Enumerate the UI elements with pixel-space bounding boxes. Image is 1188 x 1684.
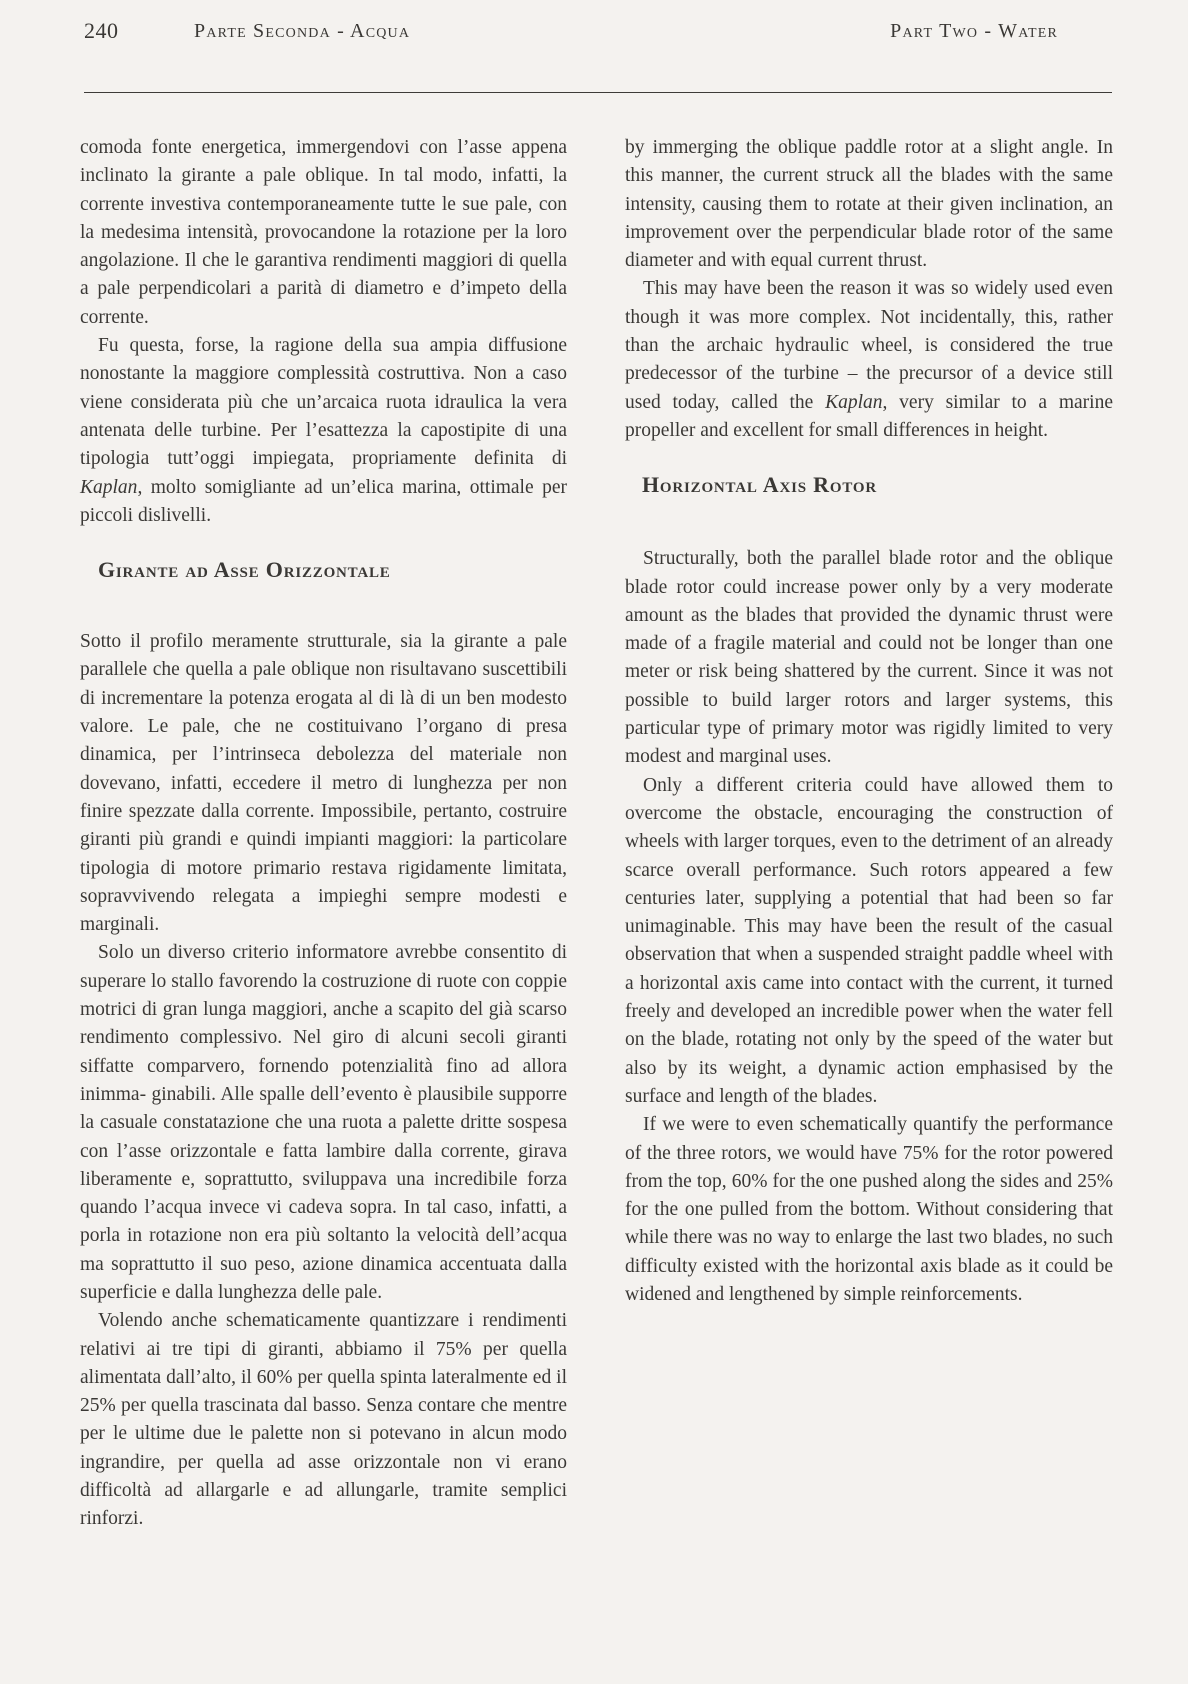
italian-section-heading: Girante ad Asse Orizzontale bbox=[98, 557, 391, 583]
italian-paragraph-4: Solo un diverso criterio informatore avrebbe consentito di superare lo stallo favorendo la costruzione di ruote con coppie motrici di gran lunga maggiori, anche a scapito del già scarso rendimento complessivo. Nel giro di alcuni secoli giranti siffatte comparvero, fornendo potenzialità fino ad allora inimma- ginabili. Alle spalle dell’evento è plausibile supporre la casuale constatazione che una ruota a palette dritte sospesa con l’asse orizzontale e fatta lambire dalla corrente, girava liberamente e, soprattutto, sviluppava una incredibile forza quando l’acqua invece vi cadeva sopra. In tal caso, infatti, a porla in rotazione non era più soltanto la velocità dell’acqua ma soprattutto il suo peso, azione dinamica accentuata dalla superficie e dalla lunghezza delle pale. bbox=[80, 942, 567, 1303]
header-divider bbox=[84, 92, 1112, 93]
italian-column bbox=[80, 134, 567, 1534]
english-paragraph-4: Only a different criteria could have allowed them to overcome the obstacle, encouraging the construction of wheels with larger torques, even to the detriment of an already scarce overall performance. Such rotors appeared a few centuries later, supplying a potential that had been so far unimaginable. This may have been the result of the casual observation that when a suspended straight paddle wheel with a horizontal axis came into contact with the current, it turned freely and developed an incredible power when the water fell on the blade, rotating not only by the speed of the water but also by its weight, a dynamic action emphasised by the surface and length of the blades. bbox=[625, 774, 1113, 1107]
english-column bbox=[625, 134, 1113, 1309]
english-paragraph-1: by immerging the oblique paddle rotor at a slight angle. In this manner, the current struck all the blades with the same intensity, causing them to rotate at their given inclination, an improvement over the perpendicular blade rotor of the same diameter and with equal current thrust. bbox=[625, 137, 1113, 272]
italian-paragraph-1: comoda fonte energetica, immergendovi con l’asse appena inclinato la girante a pale oblique. In tal modo, infatti, la corrente investiva contemporaneamente tutte le sue pale, con la medesima intensità, provocandone la rotazione per la loro angolazione. Il che le garantiva rendimenti maggiori di quella a pale perpendicolari a parità di diametro e d’impeto della corrente. bbox=[80, 137, 567, 328]
running-title-english: Part Two - Water bbox=[890, 20, 1058, 42]
page-number: 240 bbox=[84, 18, 119, 43]
page-header bbox=[84, 18, 1110, 58]
english-paragraph-5: If we were to even schematically quantify the performance of the three rotors, we would have 75% for the rotor powered from the top, 60% for the one pushed along the sides and 25% for the one pulled from the bottom. Without considering that while there was no way to enlarge the last two blades, no such difficulty existed with the horizontal axis blade as it could be widened and lengthened by simple reinforcements. bbox=[625, 1114, 1113, 1305]
english-kaplan-term: Kaplan bbox=[825, 391, 883, 413]
english-paragraph-2-text-b: , very similar to a marine propeller and excellent for small differences in height. bbox=[625, 391, 1113, 441]
italian-paragraph-2-text-a: Fu questa, forse, la ragione della sua ampia diffusione nonostante la maggiore complessità costruttiva. Non a caso viene considerata più che un’arcaica ruota idraulica la vera antenata delle turbine. Per l’esattezza la capostipite di una tipologia tutt’oggi impiegata, propriamente definita di bbox=[80, 335, 567, 470]
english-paragraph-3: Structurally, both the parallel blade rotor and the oblique blade rotor could increase power only by a very moderate amount as the blades that provided the dynamic thrust were made of a fragile material and could not be longer than one meter or risk being shattered by the current. Since it was not possible to build larger rotors and larger systems, this particular type of primary motor was rigidly limited to very modest and marginal uses. bbox=[625, 548, 1113, 768]
italian-paragraph-2-text-b: , molto somigliante ad un’elica marina, ottimale per piccoli dislivelli. bbox=[80, 476, 567, 526]
italian-paragraph-2 bbox=[80, 332, 567, 530]
italian-kaplan-term: Kaplan bbox=[80, 476, 138, 498]
italian-paragraph-3: Sotto il profilo meramente strutturale, sia la girante a pale parallele che quella a pale oblique non risultavano suscettibili di incrementare la potenza erogata al di là di un ben modesto valore. Le pale, che ne costituivano l’organo di presa dinamica, per l’intrinseca debolezza del materiale non dovevano, infatti, eccedere il metro di lunghezza per non finire spezzate dalla corrente. Impossibile, pertanto, costruire giranti più grandi e quindi impianti maggiori: la particolare tipologia di motore primario restava rigidamente limitata, sopravvivendo relegata a impieghi sempre modesti e marginali. bbox=[80, 631, 567, 936]
italian-paragraph-5: Volendo anche schematicamente quantizzare i rendimenti relativi ai tre tipi di giranti, abbiamo il 75% per quella alimentata dall’alto, il 60% per quella spinta lateralmente ed il 25% per quella trascinata dal basso. Senza contare che mentre per le ultime due le palette non si potevano in alcun modo ingrandire, per quella ad asse orizzontale non vi erano difficoltà ad allargarle e ad allungarle, tramite semplici rinforzi. bbox=[80, 1310, 567, 1530]
running-title-italian: Parte Seconda - Acqua bbox=[194, 20, 411, 42]
english-section-heading: Horizontal Axis Rotor bbox=[642, 472, 877, 498]
english-paragraph-2-text-a: This may have been the reason it was so widely used even though it was more complex. Not incidentally, this, rather than the archaic hydraulic wheel, is considered the true predecessor of the turbine – the precursor of a device still used today, called the bbox=[625, 278, 1113, 413]
english-paragraph-2 bbox=[625, 275, 1113, 445]
